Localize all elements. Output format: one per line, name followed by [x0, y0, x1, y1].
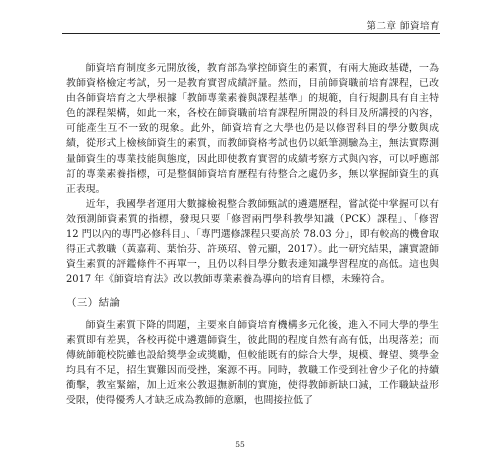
section-heading: （三）結論 [66, 297, 121, 310]
paragraph-2: 近年，我國學者運用大數據檢視整合教師甄試的遴選歷程，嘗試從中掌握可以有效預測師資素質的指標，發現只要「修習兩門學科教學知識（PCK）課程」、「修習 12 門以內的專門必修科目」、「專門選修課程只要高於 78.03 分」，即有較高的機會取得正式教職（黃嘉莉、葉怡芬、許瑛玿、曾元顯，2017）。此一研究結果，讓實證師資生素質的評鑑條件不再單一，且仍以科目學分數表達知識學習程度的高低。這也與 2017 年《師資培育法》改以教師專業素養為導向的培育目標，未臻符合。 [66, 198, 439, 286]
page-number: 55 [235, 440, 245, 449]
running-header: 第二章 師資培育 [366, 21, 440, 32]
paragraph-1: 師資培育制度多元開放後，教育部為掌控師資生的素質，有兩大施政基礎，一為教師資格檢定考試，另一是教育實習成績評量。然而，目前師資職前培育課程，已改由各師資培育之大學根據「教師專業素養與課程基準」的規範，自行規劃具有自主特色的課程架構，如此一來，各校在師資職前培育課程所開設的科目及所講授的內容，可能產生互不一致的現象。此外，師資培育之大學也仍是以修習科目的學分數與成績，從形式上檢核師資生的素質，而教師資格考試也仍以紙筆測驗為主，無法實際測量師資生的專業技能與態度，因此即使教育實習的成績考察方式與內容，可以呼應部訂的專業素養指標，可是整個師資培育歷程有待整合之處仍多，無以掌握師資生的真正表現。 [66, 63, 439, 195]
header-rule [62, 33, 440, 34]
paragraph-3: 師資生素質下降的問題，主要來自師資培育機構多元化後，進入不同大學的學生素質即有差異，各校再從中遴選師資生，彼此間的程度自然有高有低，出現落差；而傳統師範校院雖也設給獎學金或獎勵，但較能既有的綜合大學，規模、聲望、獎學金均具有不足，招生實難因而受挫，案源不再。同時，教職工作受到社會少子化的持續衝擊，教室緊縮，加上近來公教退撫新制的實施，使得教師新缺口減，工作職缺益形受限，使得優秀人才缺乏成為教師的意願，也間接拉低了 [66, 319, 439, 406]
body-text [66, 61, 439, 408]
